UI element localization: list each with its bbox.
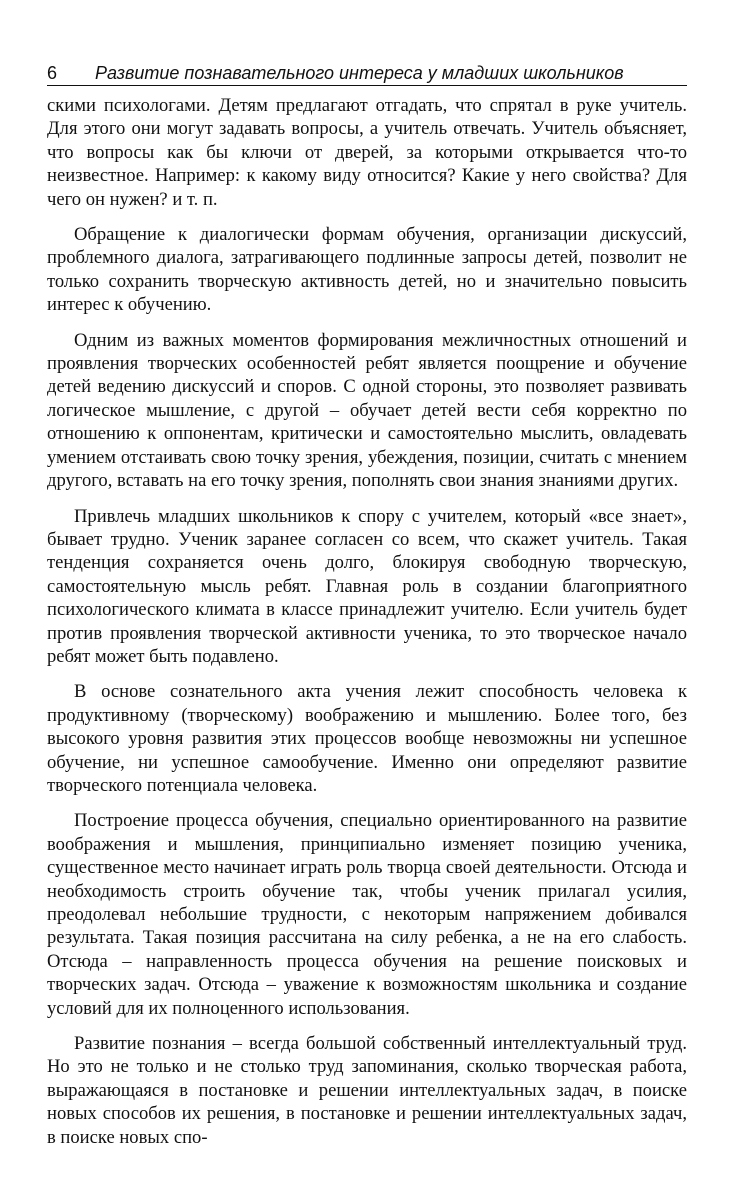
- running-title: Развитие познавательного интереса у младших школьников: [95, 63, 624, 83]
- running-header: [47, 62, 687, 86]
- page-number: 6: [47, 63, 58, 83]
- paragraph-6: Построение процесса обучения, специально ориентированного на развитие воображения и мышления, принципиально изменяет позицию ученика, существенное место начинает играть роль творца своей деятельности. Отсюда и необходимость строить обучение так, чтобы ученик прилагал усилия, преодолевал небольшие трудности, с некоторым напряжением добивался результата. Такая позиция рассчитана на силу ребенка, а не на его слабость. Отсюда – направленность процесса обучения на решение поисковых и творческих задач. Отсюда – уважение к возможностям школьника и создание условий для их полноценного использования.: [47, 810, 687, 1019]
- paragraph-1: скими психологами. Детям предлагают отгадать, что спрятал в руке учитель. Для этого они могут задавать вопросы, а учитель отвечать. Учитель объясняет, что вопросы как бы ключи от дверей, за которыми открывается что-то неизвестное. Например: к какому виду относится? Какие у него свойства? Для чего он нужен? и т. п.: [47, 95, 687, 210]
- paragraph-2: Обращение к диалогически формам обучения, организации дискуссий, проблемного диалога, затрагивающего подлинные запросы детей, позволит не только сохранить творческую активность детей, но и значительно повысить интерес к обучению.: [47, 224, 687, 316]
- body-text: [47, 94, 687, 1149]
- paragraph-4: Привлечь младших школьников к спору с учителем, который «все знает», бывает трудно. Ученик заранее согласен со всем, что скажет учитель. Такая тенденция сохраняется очень долго, блокируя свободную творческую, самостоятельную мысль ребят. Главная роль в создании благоприятного психологического климата в классе принадлежит учителю. Если учитель будет против проявления творческой активности ученика, то это творческое начало ребят может быть подавлено.: [47, 505, 687, 667]
- book-page: [47, 62, 687, 1161]
- paragraph-3: Одним из важных моментов формирования межличностных отношений и проявления творческих особенностей ребят является поощрение и обучение детей ведению дискуссий и споров. С одной стороны, это позволяет развивать логическое мышление, с другой – обучает детей вести себя корректно по отношению к оппонентам, критически и самостоятельно мыслить, овладевать умением отстаивать свою точку зрения, убеждения, позиции, считать с мнением другого, вставать на его точку зрения, пополнять свои знания знаниями других.: [47, 329, 687, 492]
- paragraph-7: Развитие познания – всегда большой собственный интеллектуальный труд. Но это не только и не столько труд запоминания, сколько творческая работа, выражающаяся в постановке и решении интеллектуальных задач, в поиске новых способов их решения, в постановке и решении интеллектуальных задач, в поиске новых спо-: [47, 1033, 687, 1148]
- paragraph-5: В основе сознательного акта учения лежит способность человека к продуктивному (творческому) воображению и мышлению. Более того, без высокого уровня развития этих процессов вообще невозможны ни успешное обучение, ни успешное самообучение. Именно они определяют развитие творческого потенциала человека.: [47, 681, 687, 796]
